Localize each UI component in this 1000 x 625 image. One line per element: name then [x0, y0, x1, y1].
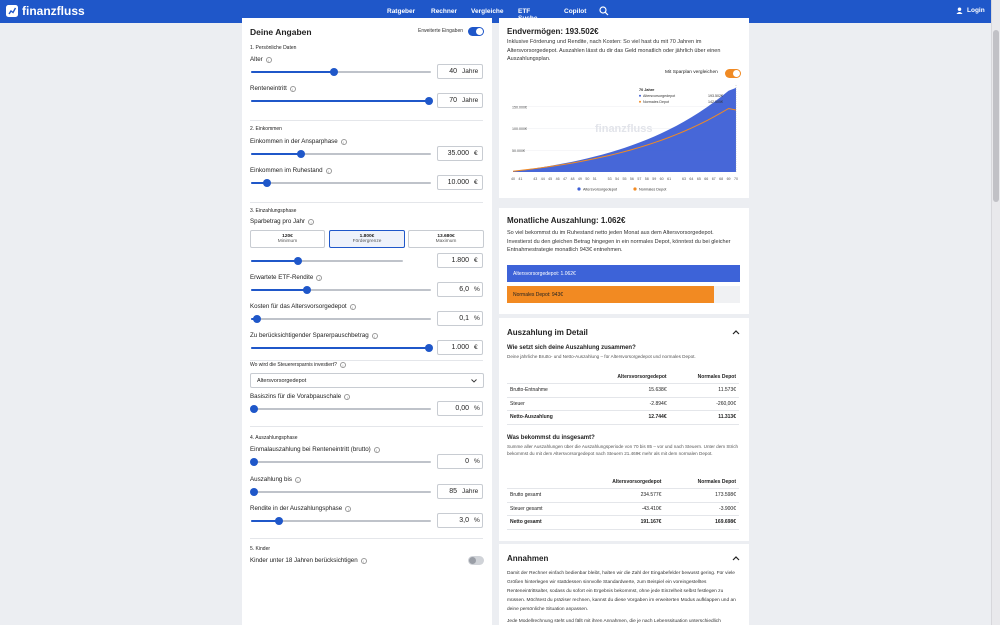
age-slider[interactable] — [251, 71, 431, 73]
y-tick-label: 150.000€ — [512, 105, 527, 110]
payout-return-input[interactable]: 3,0 % — [437, 513, 483, 528]
allowance-input[interactable]: 1.000 € — [437, 340, 483, 355]
x-tick-label: 66 — [704, 177, 709, 181]
income-retirement-slider[interactable] — [251, 182, 431, 184]
tooltip-title: 70 Jahre — [639, 88, 655, 92]
x-tick-label: 49 — [577, 177, 582, 181]
etf-return-input[interactable]: 6,0 % — [437, 282, 483, 297]
tax-invest-select[interactable]: Altersvorsorgedepot — [250, 373, 484, 388]
info-icon[interactable]: i — [308, 219, 314, 225]
nav-etf-suche[interactable]: ETF — [518, 8, 531, 15]
x-tick-label: 65 — [696, 177, 701, 181]
tax-invest-label: Wo wird die Steuerersparnis investiert? i — [250, 362, 346, 368]
question-1-text: Deine jährliche Brutto- und Netto-Auszahlung – für Altersvorsorgedepot und normales Depot. — [507, 354, 696, 359]
tooltip-dot — [639, 101, 641, 103]
tooltip-value: 193.502€ — [708, 94, 723, 98]
info-icon[interactable]: i — [374, 447, 380, 453]
savings-input[interactable]: 1.800 € — [437, 253, 483, 268]
tooltip-name: Normales Depot — [643, 100, 669, 104]
table-row: Steuer -2.894€ -260,00€ — [507, 397, 739, 411]
info-icon[interactable]: i — [340, 362, 346, 368]
x-tick-label: 54 — [615, 177, 620, 181]
legend-item: Normales Depot — [639, 187, 667, 192]
base-rate-input[interactable]: 0,00 % — [437, 401, 483, 416]
base-rate-label: Basiszins für die Vorabpauschale i — [250, 393, 350, 400]
lump-sum-slider[interactable] — [251, 461, 431, 463]
monthly-title: Monatliche Auszahlung: 1.062€ — [507, 216, 626, 225]
allowance-label: Zu berücksichtigender Sparerpauschbetrag i — [250, 332, 378, 339]
income-saving-label: Einkommen in der Ansparphase i — [250, 138, 347, 145]
finanzfluss-logo-icon — [6, 5, 18, 17]
x-tick-label: 48 — [570, 177, 575, 181]
input-panel — [242, 18, 492, 625]
info-icon[interactable]: i — [290, 86, 296, 92]
costs-input[interactable]: 0,1 % — [437, 311, 483, 326]
divider — [250, 426, 483, 427]
table-row: Netto gesamt 191.167€ 169.698€ — [507, 516, 739, 530]
compare-label: Mit Sparplan vergleichen — [665, 70, 718, 75]
result-panel — [499, 18, 749, 198]
x-tick-label: 41 — [518, 177, 523, 181]
section-payout: 4. Auszahlungsphase — [250, 435, 298, 441]
x-tick-label: 61 — [667, 177, 672, 181]
savings-slider[interactable] — [251, 260, 403, 262]
age-label: Alter i — [250, 56, 272, 63]
x-tick-label: 56 — [629, 177, 634, 181]
total-table: Altersvorsorgedepot Normales Depot Brutto gesamt 234.577€ 173.598€ Steuer gesamt -43.410€ -3.900€ Netto gesamt 191.167€ 169.698€ — [507, 475, 739, 530]
income-saving-slider[interactable] — [251, 153, 431, 155]
section-deposit: 3. Einzahlungsphase — [250, 208, 297, 214]
lump-sum-input[interactable]: 0 % — [437, 454, 483, 469]
retirement-input[interactable]: 70 Jahre — [437, 93, 483, 108]
detail-panel — [499, 318, 749, 541]
info-icon[interactable]: i — [326, 168, 332, 174]
x-tick-label: 46 — [555, 177, 560, 181]
assumptions-text: Damit der Rechner einfach bedienbar bleibt, halten wir die Zahl der Eingabefelder bewusst gering. Für viele Größen hinterlegen wir stattdessen sinnvolle Standardwerte, zum Beispiel ein voreingestelltes Renteneintrittsalter, sodass du sofort ein Ergebnis bekommst, ohne jede Einzelheit selbst festlegen zu müssen. Möchtest du präziser rechnen, kannst du diese Vorgaben im erweiterten Modus aufklappen und an deine persönliche Situation anpassen. — [507, 571, 736, 612]
wealth-chart — [499, 80, 749, 198]
logo[interactable] — [6, 4, 85, 18]
info-icon[interactable]: i — [361, 558, 367, 564]
children-label: Kinder unter 18 Jahren berücksichtigen i — [250, 557, 367, 564]
nav-vergleiche[interactable]: Vergleiche — [471, 8, 504, 15]
divider — [250, 360, 483, 361]
col-a: Altersvorsorgedepot — [583, 370, 669, 384]
payout-return-label: Rendite in der Auszahlungsphase i — [250, 505, 351, 512]
monthly-panel — [499, 208, 749, 314]
info-icon[interactable]: i — [372, 333, 378, 339]
x-tick-label: 59 — [652, 177, 657, 181]
col-b: Normales Depot — [670, 370, 739, 384]
tooltip-name: Altersvorsorgedepot — [643, 94, 676, 98]
x-tick-label: 69 — [726, 177, 731, 181]
info-icon[interactable]: i — [341, 139, 347, 145]
bar-altersvorsorge: Altersvorsorgedepot: 1.062€ — [507, 265, 740, 282]
tooltip-dot — [639, 95, 641, 97]
legend-dot — [577, 187, 580, 190]
retirement-slider[interactable] — [251, 100, 431, 102]
payout-until-label: Auszahlung bis i — [250, 476, 301, 483]
section-income: 2. Einkommen — [250, 126, 282, 132]
end-text: Inklusive Förderung und Rendite, nach Kosten: So viel hast du mit 70 Jahren im Altersvorsorgedepot. Auszahlen lässt du dir das Geld monatlich oder jährlich über einen Auszahlungsplan. — [507, 39, 721, 62]
payout-table — [507, 370, 739, 425]
scrollbar-thumb[interactable] — [993, 30, 999, 202]
logo-text: finanzfluss — [22, 4, 85, 18]
costs-slider[interactable] — [251, 318, 431, 320]
assumptions-title: Annahmen — [507, 554, 549, 563]
tooltip-value: 142.505€ — [708, 100, 723, 104]
watermark: finanzfluss — [595, 123, 653, 135]
login-label: Login — [967, 7, 985, 14]
option-foerdergrenze[interactable]: 1.800€ Fördergrenze — [329, 230, 405, 248]
income-retirement-label: Einkommen im Ruhestand i — [250, 167, 332, 174]
x-tick-label: 53 — [607, 177, 612, 181]
divider — [250, 202, 483, 203]
detail-title: Auszahlung im Detail — [507, 328, 588, 337]
x-tick-label: 68 — [719, 177, 724, 181]
section-children: 5. Kinder — [250, 546, 271, 552]
top-navigation — [0, 0, 991, 23]
etf-return-label: Erwartete ETF-Rendite i — [250, 274, 322, 281]
x-tick-label: 47 — [563, 177, 568, 181]
compare-toggle[interactable] — [725, 69, 741, 78]
x-tick-label: 60 — [659, 177, 664, 181]
user-icon — [956, 7, 963, 14]
info-icon[interactable]: i — [350, 304, 356, 310]
assumptions-panel — [499, 544, 749, 625]
nav-ratgeber[interactable]: Ratgeber — [387, 8, 416, 15]
x-tick-label: 70 — [734, 177, 738, 181]
assumptions-text-2: Jede Modellrechnung steht und fällt mit ihren Annahmen, die je nach Lebenssituation unterschiedlich — [507, 619, 721, 624]
x-tick-label: 51 — [592, 177, 597, 181]
x-tick-label: 43 — [533, 177, 538, 181]
income-saving-input[interactable]: 35.000 € — [437, 146, 483, 161]
info-icon[interactable]: i — [345, 506, 351, 512]
y-tick-label: 50.000€ — [512, 148, 525, 153]
extended-inputs-toggle[interactable] — [468, 27, 484, 36]
table-row: Brutto-Entnahme 15.638€ 11.573€ — [507, 384, 739, 398]
search-icon[interactable] — [599, 6, 609, 18]
chevron-down-icon — [471, 379, 477, 383]
extended-inputs-label: Erweiterte Eingaben — [418, 28, 464, 34]
x-tick-label: 44 — [540, 177, 545, 181]
question-2-text: Summe aller Auszahlungen über die Auszahlungsperiode von 70 bis 85 – vor und nach Steuern. Unter dem Strich bekommst du mit dem Altersvorsorgedepot nach Steuern 21.469€ mehr als mit dem normalen Depot. — [507, 444, 739, 456]
page-scrollbar[interactable] — [991, 0, 1000, 625]
option-minimum[interactable]: 120€ Minimum — [250, 230, 325, 248]
payout-return-slider[interactable] — [251, 520, 431, 522]
lump-sum-label: Einmalauszahlung bei Renteneintritt (brutto) i — [250, 446, 380, 453]
x-tick-label: 40 — [511, 177, 515, 181]
y-tick-label: 100.000€ — [512, 127, 527, 131]
option-maximum[interactable]: 13.680€ Maximum — [408, 230, 484, 248]
nav-rechner[interactable]: Rechner — [431, 8, 458, 15]
x-tick-label: 55 — [622, 177, 627, 181]
chevron-up-icon[interactable] — [732, 328, 740, 336]
monthly-text: So viel bekommst du im Ruhestand netto jeden Monat aus dem Altersvorsorgedepot. Investierst du den gleichen Betrag hingegen in ein normales Depot, könntest du bei gleicher Entnahmestrategie monatlich 943€ entnehmen. — [507, 230, 731, 253]
x-tick-label: 67 — [711, 177, 716, 181]
payout-until-slider[interactable] — [251, 491, 431, 493]
bar-normal-depot: Normales Depot: 943€ — [507, 286, 714, 303]
payout-until-input[interactable]: 85 Jahre — [437, 484, 483, 499]
divider — [250, 120, 483, 121]
x-tick-label: 57 — [637, 177, 642, 181]
nav-copilot[interactable]: Copilot — [564, 8, 587, 15]
login-button[interactable] — [956, 7, 985, 14]
retirement-label: Renteneintritt i — [250, 85, 296, 92]
section-personal: 1. Persönliche Daten — [250, 45, 297, 51]
x-tick-label: 58 — [644, 177, 649, 181]
chevron-up-icon[interactable] — [732, 554, 740, 562]
info-icon[interactable]: i — [316, 275, 322, 281]
question-1: Wie setzt sich deine Auszahlung zusammen? — [507, 345, 636, 351]
allowance-slider[interactable] — [251, 347, 431, 349]
end-title: Endvermögen: 193.502€ — [507, 27, 599, 36]
info-icon[interactable]: i — [266, 57, 272, 63]
etf-return-slider[interactable] — [251, 289, 431, 291]
base-rate-slider[interactable] — [251, 408, 431, 410]
question-2: Was bekommst du insgesamt? — [507, 435, 595, 441]
age-input[interactable]: 40 Jahre — [437, 64, 483, 79]
costs-label: Kosten für das Altersvorsorgedepot i — [250, 303, 356, 310]
children-toggle[interactable] — [468, 556, 484, 565]
info-icon[interactable]: i — [344, 394, 350, 400]
info-icon[interactable]: i — [295, 477, 301, 483]
table-row: Netto-Auszahlung 12.744€ 11.313€ — [507, 411, 739, 425]
x-tick-label: 45 — [548, 177, 553, 181]
legend-item: Altersvorsorgedepot — [583, 187, 617, 192]
x-tick-label: 63 — [681, 177, 686, 181]
savings-label: Sparbetrag pro Jahr i — [250, 218, 314, 225]
x-tick-label: 50 — [585, 177, 590, 181]
legend-dot — [633, 187, 636, 190]
divider — [250, 538, 483, 539]
panel-title: Deine Angaben — [250, 27, 312, 37]
x-tick-label: 64 — [689, 177, 694, 181]
table-row: Brutto gesamt 234.577€ 173.598€ — [507, 489, 739, 503]
table-row: Steuer gesamt -43.410€ -3.900€ — [507, 502, 739, 516]
income-retirement-input[interactable]: 10.000 € — [437, 175, 483, 190]
